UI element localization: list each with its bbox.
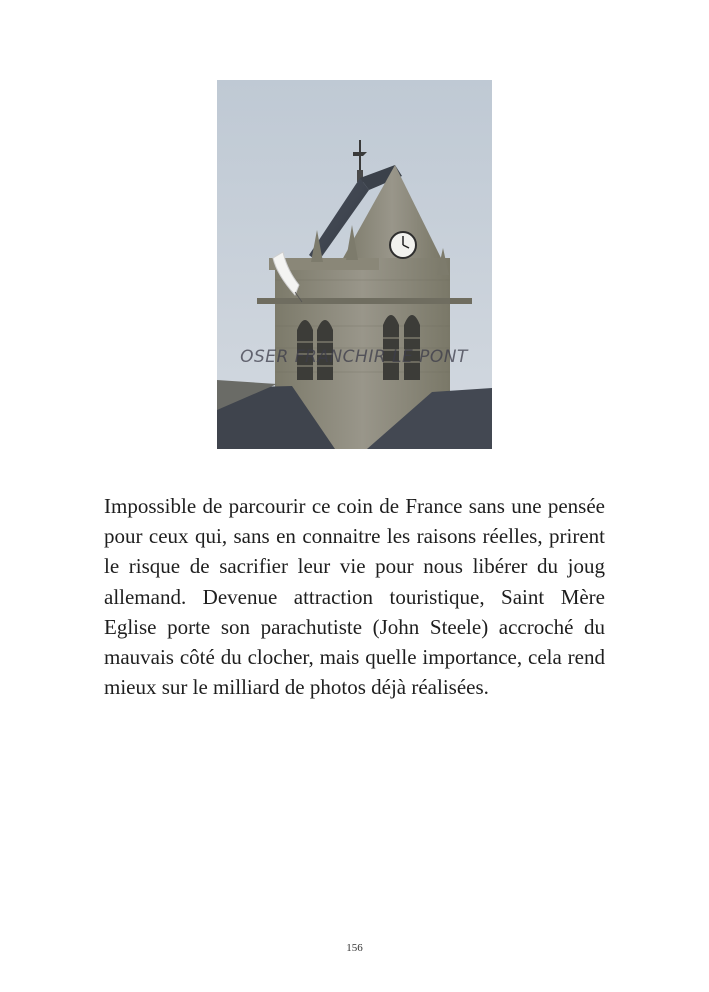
photo-watermark: OSER FRANCHIR LE PONT [240, 347, 468, 367]
body-paragraph: Impossible de parcourir ce coin de France sans une pensée pour ceux qui, sans en connaitre les raisons réelles, prirent le risque de sacrifier leur vie pour nous libérer du joug allemand. Devenue attraction touristique, Saint Mère Eglise porte son parachutiste (John Steele) accroché du mauvais côté du clocher, mais quelle importance, cela rend mieux sur le milliard de photos déjà réalisées. [104, 494, 605, 700]
church-photo [217, 80, 492, 449]
clock-face [390, 232, 416, 258]
page-number: 156 [346, 942, 363, 954]
